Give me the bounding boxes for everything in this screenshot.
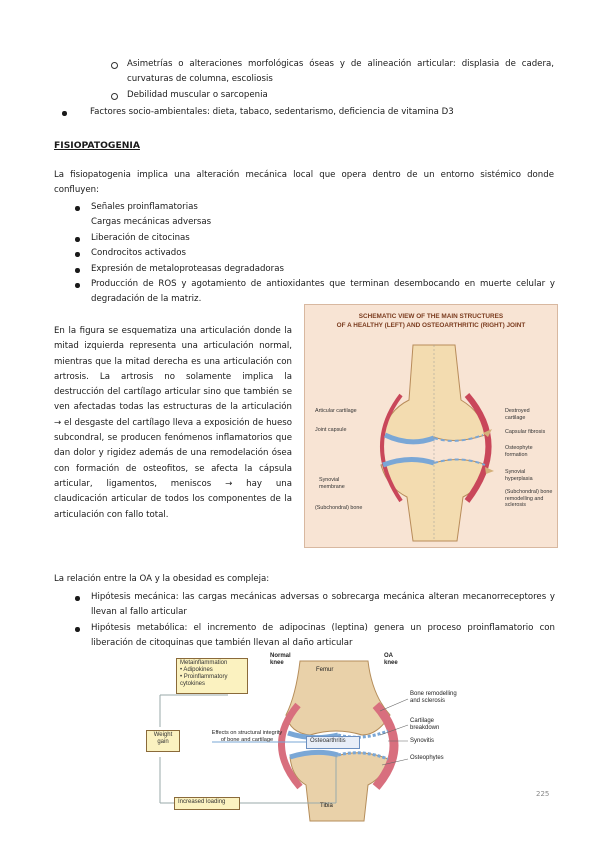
bullet-icon [75, 596, 80, 601]
adipokines-item: • Adipokines [180, 667, 213, 673]
femur-label: Femur [316, 667, 334, 673]
hypothesis-mechanical: Hipótesis mecánica: las cargas mecánicas adversas o sobrecarga mecánica alteran mecanorreceptores y llevan al fallo articular [91, 592, 555, 618]
circle-bullet-icon [111, 93, 118, 100]
osteoarthritis-box [306, 736, 360, 749]
list-item: Cargas mecánicas adversas [91, 217, 212, 227]
label-articular-cartilage: Articular cartilage [315, 408, 357, 414]
list-item: Liberación de citocinas [91, 233, 190, 243]
bullet-icon [75, 283, 80, 288]
label-synovial-hyperplasia: Synovial hyperplasia [505, 469, 533, 482]
page-number: 225 [536, 790, 550, 798]
synovitis-label: Synovitis [410, 738, 435, 744]
figure-title-line1: SCHEMATIC VIEW OF THE MAIN STRUCTURES [358, 313, 504, 320]
normal-knee-label: Normal knee [270, 653, 291, 666]
circle-bullet-icon [111, 62, 118, 69]
label-synovial-membrane: Synovial membrane [319, 477, 345, 490]
figure-title-line2: OF A HEALTHY (LEFT) AND OSTEOARTHRITIC (RIGHT) JOINT [336, 322, 526, 329]
section-heading: FISIOPATOGENIA [54, 140, 140, 151]
bullet-icon [75, 206, 80, 211]
increased-loading-box [174, 797, 240, 810]
list-item: Asimetrías o alteraciones morfológicas óseas y de alineación articular: displasia de cadera, curvaturas de columna, escoliosis [127, 59, 554, 85]
bullet-icon [62, 111, 67, 116]
osteoarthritis-label: Osteoarthritis [310, 738, 346, 744]
bone-remodelling-label: Bone remodelling and sclerosis [410, 691, 457, 704]
bullet-icon [75, 252, 80, 257]
list-item: Condrocitos activados [91, 248, 187, 258]
label-capsular-fibrosis: Capsular fibrosis [505, 429, 546, 435]
joint-schematic-figure [304, 304, 558, 548]
weight-gain-label: Weight gain [153, 732, 173, 745]
list-item: Debilidad muscular o sarcopenia [127, 90, 268, 100]
osteophytes-label: Osteophytes [410, 755, 444, 761]
figure-paragraph: En la figura se esquematiza una articulación donde la mitad izquierda representa una articulación normal, mientras que la mitad derecha es una articulación con artrosis. La artrosis no solamente implica la destrucción del cartílago articular sino que también se ven afectadas todas las estructuras de la articulación → el desgaste del cartílago lleva a exposición de hueso subcondral, se producen fenómenos inflamatorios que dan dolor y rigidez además de una remodelación ósea con formación de osteofitos, se afecta la cápsula articular, ligamentos, meniscos → hay una claudicación articular de todos los componentes de la articulación con fallo total. [54, 326, 292, 520]
list-item: Señales proinflamatorias [91, 202, 198, 212]
bullet-icon [75, 268, 80, 273]
increased-loading-label: Increased loading [178, 799, 226, 805]
cartilage-breakdown-label: Cartilage breakdown [410, 718, 440, 731]
bullet-icon [75, 627, 80, 632]
metainflammation-title: Metainflammation [180, 660, 228, 666]
list-item: Producción de ROS y agotamiento de antioxidantes que terminan desembocando en muerte celular y degradación de la matriz. [91, 279, 555, 305]
weight-gain-box [146, 730, 180, 752]
obesity-oa-figure [140, 655, 460, 823]
label-destroyed-cartilage: Destroyed cartilage [505, 408, 530, 421]
intro-paragraph: La fisiopatogenia implica una alteración mecánica local que opera dentro de un entorno sistémico donde confluyen: [54, 170, 554, 196]
metainflammation-box [176, 658, 248, 694]
cytokines-item: • Proinflammatory cytokines [180, 674, 228, 687]
label-bone-remodelling: (Subchondral) bone remodelling and sclerosis [505, 489, 553, 509]
list-item: Expresión de metaloproteasas degradadoras [91, 264, 284, 274]
label-joint-capsule: Joint capsule [315, 427, 347, 433]
list-item: Factores socio-ambientales: dieta, tabaco, sedentarismo, deficiencia de vitamina D3 [90, 107, 454, 117]
label-subchondral-bone: (Subchondral) bone [315, 505, 363, 511]
bullet-icon [75, 237, 80, 242]
oa-knee-label: OA knee [384, 653, 398, 666]
hypothesis-metabolic: Hipótesis metabólica: el incremento de adipocinas (leptina) genera un proceso proinflamatorio con liberación de citoquinas que también llevan al daño articular [91, 623, 555, 649]
effects-label: Effects on structural integrity of bone and cartilage [211, 730, 283, 743]
obesity-intro: La relación entre la OA y la obesidad es compleja: [54, 574, 270, 584]
label-osteophyte-formation: Osteophyte formation [505, 445, 533, 458]
tibia-label: Tibia [320, 803, 333, 809]
